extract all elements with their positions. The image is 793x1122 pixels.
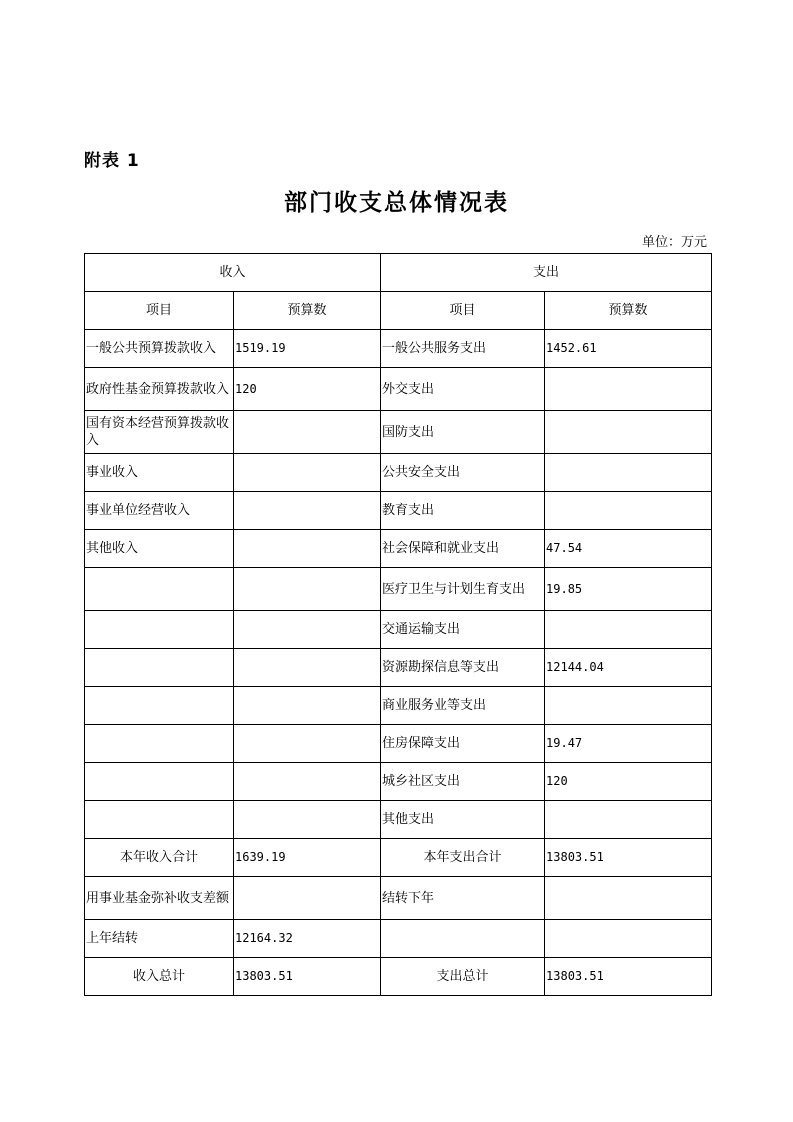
expense-item: 一般公共服务支出 [381, 330, 545, 368]
expense-value [545, 368, 712, 411]
income-value [234, 725, 381, 763]
subtotal-row [85, 839, 712, 877]
table-row [85, 649, 712, 687]
expense-item: 教育支出 [381, 492, 545, 530]
expense-item: 国防支出 [381, 411, 545, 454]
table-row [85, 530, 712, 568]
expense-value: 19.85 [545, 568, 712, 611]
income-carryover-item: 上年结转 [85, 920, 234, 958]
expense-value [545, 801, 712, 839]
table-row [85, 411, 712, 454]
unit-label: 单位：万元 [641, 235, 707, 250]
expense-section-header: 支出 [381, 254, 712, 292]
income-supplement-value [234, 877, 381, 920]
income-value [234, 801, 381, 839]
header-row-columns [85, 292, 712, 330]
income-item: 事业单位经营收入 [85, 492, 234, 530]
income-item: 其他收入 [85, 530, 234, 568]
supplement-row [85, 877, 712, 920]
income-value [234, 530, 381, 568]
expense-value [545, 611, 712, 649]
expense-item: 社会保障和就业支出 [381, 530, 545, 568]
expense-value: 1452.61 [545, 330, 712, 368]
expense-item-header: 项目 [381, 292, 545, 330]
expense-value [545, 687, 712, 725]
income-subtotal-value: 1639.19 [234, 839, 381, 877]
header-row-sections [85, 254, 712, 292]
income-value [234, 454, 381, 492]
income-item: 事业收入 [85, 454, 234, 492]
income-value [234, 687, 381, 725]
expense-subtotal-value: 13803.51 [545, 839, 712, 877]
income-value [234, 492, 381, 530]
expense-subtotal-label: 本年支出合计 [381, 839, 545, 877]
expense-supplement-item: 结转下年 [381, 877, 545, 920]
expense-value [545, 411, 712, 454]
income-value: 120 [234, 368, 381, 411]
table-row [85, 801, 712, 839]
expense-item: 医疗卫生与计划生育支出 [381, 568, 545, 611]
table-row [85, 454, 712, 492]
table-row [85, 492, 712, 530]
expense-carryover-value [545, 920, 712, 958]
income-value [234, 611, 381, 649]
table-row [85, 611, 712, 649]
carryover-row [85, 920, 712, 958]
income-value [234, 411, 381, 454]
expense-carryover-item [381, 920, 545, 958]
expense-item: 公共安全支出 [381, 454, 545, 492]
budget-table [84, 253, 712, 996]
expense-item: 其他支出 [381, 801, 545, 839]
expense-value: 12144.04 [545, 649, 712, 687]
expense-value: 19.47 [545, 725, 712, 763]
income-value [234, 568, 381, 611]
income-subtotal-label: 本年收入合计 [85, 839, 234, 877]
table-row [85, 725, 712, 763]
attachment-label: 附表 1 [84, 151, 140, 171]
expense-item: 资源勘探信息等支出 [381, 649, 545, 687]
table-row [85, 687, 712, 725]
expense-item: 城乡社区支出 [381, 763, 545, 801]
expense-total-value: 13803.51 [545, 958, 712, 996]
table-row [85, 368, 712, 411]
income-item: 国有资本经营预算拨款收入 [85, 411, 234, 454]
table-row [85, 330, 712, 368]
expense-value [545, 454, 712, 492]
income-item: 政府性基金预算拨款收入 [85, 368, 234, 411]
income-value [234, 649, 381, 687]
expense-supplement-value [545, 877, 712, 920]
income-value [234, 763, 381, 801]
income-item [85, 611, 234, 649]
income-section-header: 收入 [85, 254, 381, 292]
income-carryover-value: 12164.32 [234, 920, 381, 958]
income-value: 1519.19 [234, 330, 381, 368]
page-title: 部门收支总体情况表 [284, 190, 509, 216]
income-item [85, 568, 234, 611]
income-item [85, 725, 234, 763]
total-row [85, 958, 712, 996]
income-budget-header: 预算数 [234, 292, 381, 330]
income-total-label: 收入总计 [85, 958, 234, 996]
income-item [85, 649, 234, 687]
income-item-header: 项目 [85, 292, 234, 330]
expense-value: 120 [545, 763, 712, 801]
expense-item: 外交支出 [381, 368, 545, 411]
table-row [85, 568, 712, 611]
expense-item: 商业服务业等支出 [381, 687, 545, 725]
expense-budget-header: 预算数 [545, 292, 712, 330]
income-item [85, 763, 234, 801]
expense-value: 47.54 [545, 530, 712, 568]
income-total-value: 13803.51 [234, 958, 381, 996]
income-item: 一般公共预算拨款收入 [85, 330, 234, 368]
expense-total-label: 支出总计 [381, 958, 545, 996]
table-row [85, 763, 712, 801]
expense-value [545, 492, 712, 530]
income-supplement-item: 用事业基金弥补收支差额 [85, 877, 234, 920]
income-item [85, 801, 234, 839]
income-item [85, 687, 234, 725]
expense-item: 住房保障支出 [381, 725, 545, 763]
expense-item: 交通运输支出 [381, 611, 545, 649]
